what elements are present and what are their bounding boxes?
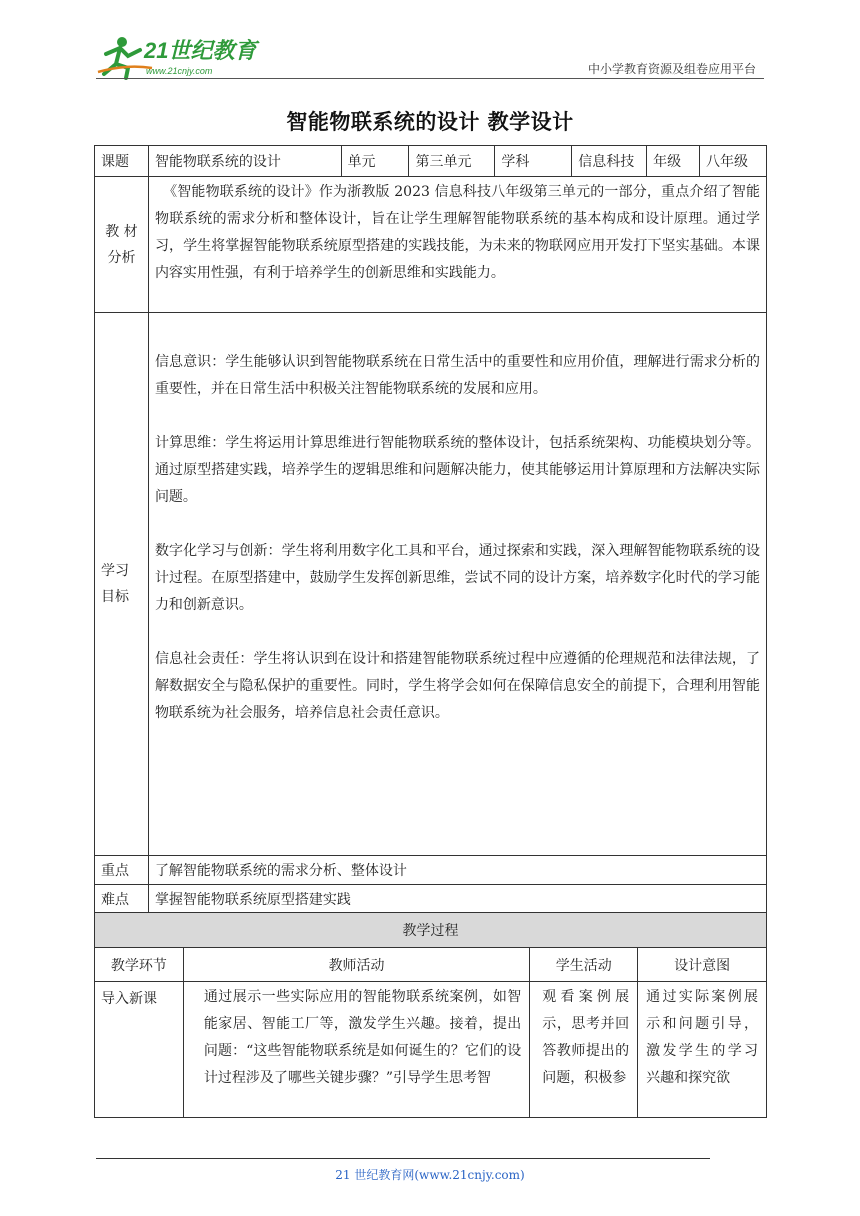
key-point-label: 重点 bbox=[95, 856, 149, 885]
difficult-point-label: 难点 bbox=[95, 885, 149, 914]
site-logo bbox=[96, 34, 266, 80]
design-intent-cell: 通过实际案例展示和问题引导，激发学生的学习兴趣和探究欲 bbox=[638, 982, 767, 1118]
footer-divider bbox=[96, 1158, 710, 1159]
grade-value: 八年级 bbox=[700, 146, 767, 177]
document-title: 智能物联系统的设计 教学设计 bbox=[286, 109, 574, 134]
svg-text:www.21cnjy.com: www.21cnjy.com bbox=[146, 66, 213, 76]
process-title-row bbox=[95, 913, 767, 948]
teacher-activity-cell: 通过展示一些实际应用的智能物联系统案例，如智能家居、智能工厂等，激发学生兴趣。接着，提出问题：“这些智能物联系统是如何诞生的？它们的设计过程涉及了哪些关键步骤？”引导学生思考智 bbox=[183, 982, 529, 1118]
col-header-intent: 设计意图 bbox=[638, 948, 767, 982]
goal-item: 信息意识：学生能够认识到智能物联系统在日常生活中的重要性和应用价值，理解进行需求分析的重要性，并在日常生活中积极关注智能物联系统的发展和应用。 bbox=[154, 354, 760, 397]
goal-item: 信息社会责任：学生将认识到在设计和搭建智能物联系统过程中应遵循的伦理规范和法律法规，了解数据安全与隐私保护的重要性。同时，学生将学会如何在保障信息安全的前提下，合理利用智能物联系统为社会服务，培养信息社会责任意识。 bbox=[154, 651, 760, 721]
difficult-point-row bbox=[95, 885, 767, 914]
footer-link[interactable]: 21 世纪教育网(www.21cnjy.com) bbox=[335, 1168, 525, 1182]
unit-value: 第三单元 bbox=[409, 146, 495, 177]
analysis-paragraph: 《智能物联系统的设计》作为浙教版 2023 信息科技八年级第三单元的一部分，重点介绍了智能物联系统的需求分析和整体设计，旨在让学生理解智能物联系统的基本构成和设计原理。通过学习，学生将掌握智能物联系统原型搭建的实践技能，为未来的物联网应用开发打下坚实基础。本课内容实用性强，有利于培养学生的创新思维和实践能力。 bbox=[154, 184, 760, 281]
subject-label: 学科 bbox=[495, 146, 572, 177]
analysis-label-line2: 分析 bbox=[107, 249, 136, 266]
key-point-text: 了解智能物联系统的需求分析、整体设计 bbox=[148, 856, 766, 885]
topic-label: 课题 bbox=[95, 146, 149, 177]
analysis-label-line1: 教 材 bbox=[105, 223, 138, 240]
col-header-teacher: 教师活动 bbox=[183, 948, 529, 982]
subject-value: 信息科技 bbox=[572, 146, 647, 177]
student-activity-cell: 观看案例展示，思考并回答教师提出的问题，积极参 bbox=[530, 982, 638, 1118]
difficult-point-text: 掌握智能物联系统原型搭建实践 bbox=[148, 885, 766, 914]
goal-item: 数字化学习与创新：学生将利用数字化工具和平台，通过探索和实践，深入理解智能物联系统的设计过程。在原型搭建中，鼓励学生发挥创新思维，尝试不同的设计方案，培养数字化时代的学习能力和创新意识。 bbox=[154, 543, 760, 613]
goals-label-line2: 目标 bbox=[101, 589, 129, 605]
col-header-stage: 教学环节 bbox=[95, 948, 184, 982]
analysis-label bbox=[95, 177, 149, 313]
stage-cell: 导入新课 bbox=[95, 982, 184, 1118]
info-row bbox=[95, 146, 767, 177]
lesson-info-table bbox=[94, 145, 767, 914]
unit-label: 单元 bbox=[341, 146, 409, 177]
topic-value: 智能物联系统的设计 bbox=[148, 146, 341, 177]
svg-text:21世纪教育: 21世纪教育 bbox=[144, 38, 257, 63]
goals-label-line1: 学习 bbox=[101, 563, 129, 579]
header-divider bbox=[96, 78, 764, 79]
key-point-row bbox=[95, 856, 767, 885]
analysis-text bbox=[148, 177, 766, 313]
goals-text bbox=[148, 313, 766, 856]
teaching-process-table bbox=[94, 912, 767, 1118]
goal-item: 计算思维：学生将运用计算思维进行智能物联系统的整体设计，包括系统架构、功能模块划分等。通过原型搭建实践，培养学生的逻辑思维和问题解决能力，使其能够运用计算原理和方法解决实际问题。 bbox=[154, 435, 760, 505]
analysis-row bbox=[95, 177, 767, 313]
goals-row bbox=[95, 313, 767, 856]
runner-logo-icon bbox=[96, 34, 266, 80]
process-header-row bbox=[95, 948, 767, 982]
goals-label bbox=[95, 313, 149, 856]
process-title: 教学过程 bbox=[95, 913, 767, 948]
platform-name: 中小学教育资源及组卷应用平台 bbox=[587, 62, 756, 76]
col-header-student: 学生活动 bbox=[530, 948, 638, 982]
grade-label: 年级 bbox=[647, 146, 700, 177]
process-row bbox=[95, 982, 767, 1118]
